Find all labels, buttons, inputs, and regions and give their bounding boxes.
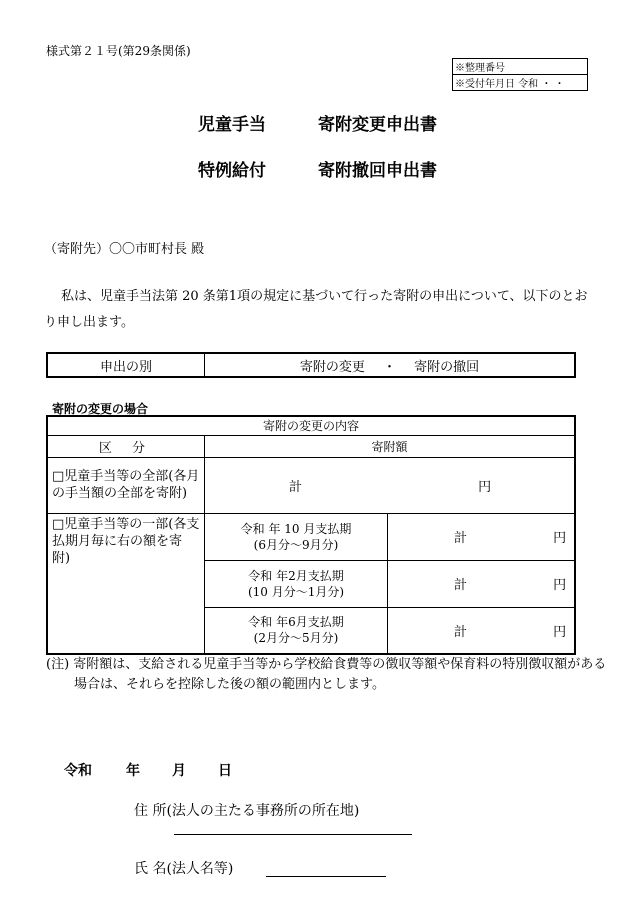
option-separator: ・ [382,359,396,375]
period-3-amount [388,607,576,654]
title-right-1: 寄附変更申出書 [318,115,437,135]
row-all-yen: 円 [478,479,492,495]
period-1-total: 計 [454,531,468,546]
period-1-line2: (6月分～9月分) [253,537,339,552]
change-section-heading: 寄附の変更の場合 [52,402,149,416]
date-era: 令和 [64,763,92,779]
row-all-total: 計 [289,479,303,495]
row-all-label: □児童手当等の全部(各月の手当額の全部を寄附) [47,457,205,513]
period-3-line2: (2月分～5月分) [253,631,339,646]
option-change[interactable]: 寄附の変更 [299,359,365,375]
period-2-line1: 令和 年2月支払期 [248,568,344,583]
period-1 [205,513,388,560]
title-left-2: 特例給付 [198,161,266,181]
period-1-amount [388,513,576,560]
period-3-line1: 令和 年6月支払期 [248,615,344,630]
addressee: （寄附先）〇〇市町村長 殿 [44,242,205,257]
request-type-table [46,352,576,378]
date-month: 月 [172,763,186,779]
period-3-total: 計 [454,624,468,640]
change-details-table [46,415,576,655]
address-label: 住 所(法人の主たる事務所の所在地) [134,803,360,819]
period-2-line2: (10 月分～1月分) [247,584,345,599]
name-label: 氏 名(法人名等) [134,861,234,877]
office-use-box [452,58,588,91]
column-category: 区 分 [47,435,205,457]
name-input-line[interactable] [266,876,386,877]
period-3-yen: 円 [553,624,567,640]
request-type-options [205,353,576,377]
change-table-title: 寄附の変更の内容 [47,416,575,435]
title-right-2: 寄附撤回申出書 [318,161,437,181]
office-received-date-cell: ※受付年月日 令和 ・ ・ [453,75,588,91]
period-3 [205,607,388,654]
period-2-amount [388,560,576,607]
date-day: 日 [218,763,232,779]
request-type-label: 申出の別 [47,353,205,377]
period-2 [205,560,388,607]
period-1-yen: 円 [553,531,567,546]
period-2-total: 計 [454,578,468,593]
period-2-yen: 円 [553,578,567,593]
period-1-line1: 令和 年 10 月支払期 [240,521,352,536]
intro-paragraph: 私は、児童手当法第 20 条第1項の規定に基づいて行った寄附の申出について、以下のとおり申し出ます。 [44,289,588,330]
address-input-line[interactable] [174,834,412,835]
title-left-1: 児童手当 [198,115,266,135]
date-year: 年 [126,763,140,779]
note-text: (注) 寄附額は、支給される児童手当等から学校給食費等の徴収等額や保育料の特別徴収額がある場合は、それらを控除した後の額の範囲内とします。 [46,657,607,692]
row-all-amount [205,457,576,513]
option-withdraw[interactable]: 寄附の撤回 [414,359,480,375]
office-number-cell: ※整理番号 [453,59,588,75]
column-amount: 寄附額 [205,435,576,457]
row-part-label: □児童手当等の一部(各支払期月毎に右の額を寄附) [47,513,205,654]
form-number: 様式第２１号(第29条関係) [46,44,191,58]
